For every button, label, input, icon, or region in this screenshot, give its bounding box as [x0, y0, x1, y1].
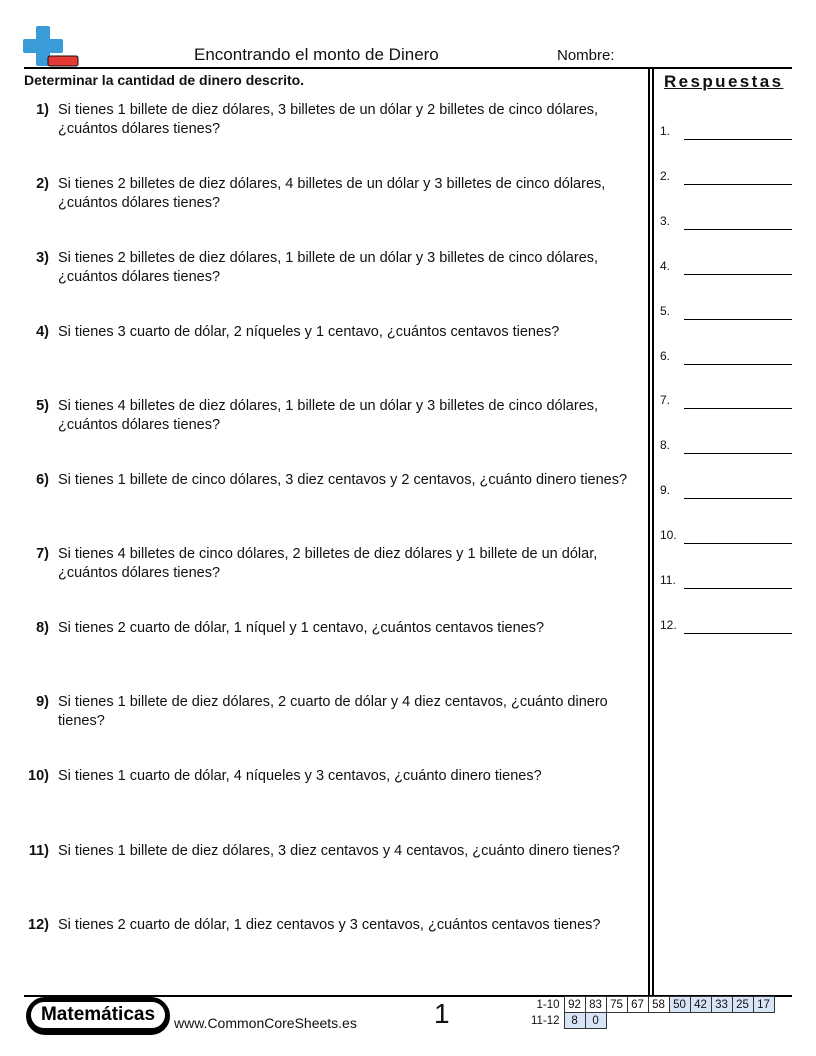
answer-row — [660, 300, 792, 320]
question-item — [20, 916, 630, 935]
score-row — [528, 1013, 774, 1029]
site-url: www.CommonCoreSheets.es — [174, 1015, 357, 1031]
column-divider — [652, 68, 654, 996]
score-row — [528, 997, 774, 1013]
question-text: Si tienes 4 billetes de cinco dólares, 2 billetes de diez dólares y 1 billete de un dólar, ¿cuántos dólares tienes? — [58, 546, 598, 581]
header-divider — [24, 67, 792, 69]
question-item — [20, 101, 630, 139]
answer-number: 1. — [660, 124, 671, 138]
column-divider — [648, 68, 650, 996]
score-cell: 83 — [585, 997, 606, 1013]
score-cell: 92 — [564, 997, 585, 1013]
page-number: 1 — [434, 998, 450, 1029]
answer-row — [660, 479, 792, 499]
answer-blank[interactable] — [684, 408, 792, 409]
question-item — [20, 767, 630, 786]
question-number: 12) — [28, 917, 49, 933]
score-cell: 67 — [627, 997, 648, 1013]
score-cell: 50 — [669, 997, 690, 1013]
answer-number: 8. — [660, 438, 671, 453]
question-text: Si tienes 1 billete de cinco dólares, 3 diez centavos y 2 centavos, ¿cuánto dinero tienes? — [58, 472, 628, 488]
question-text: Si tienes 2 billetes de diez dólares, 1 billete de un dólar y 3 billetes de cinco dólares, ¿cuántos dólares tienes? — [58, 250, 599, 285]
question-text: Si tienes 1 billete de diez dólares, 2 cuarto de dólar y 4 diez centavos, ¿cuánto dinero tienes? — [58, 694, 608, 729]
answer-blank[interactable] — [684, 229, 792, 230]
question-item — [20, 471, 630, 490]
question-number: 9) — [36, 694, 49, 710]
question-number: 11) — [28, 843, 49, 859]
answer-number: 7. — [660, 393, 671, 408]
question-item — [20, 693, 630, 731]
question-item — [20, 545, 630, 583]
question-item — [20, 323, 630, 342]
score-cell: 25 — [732, 997, 753, 1013]
question-text: Si tienes 1 cuarto de dólar, 4 níqueles y 3 centavos, ¿cuánto dinero tienes? — [58, 768, 542, 784]
score-cell: 33 — [711, 997, 732, 1013]
score-cell: 8 — [564, 1013, 585, 1029]
answer-row — [660, 614, 792, 634]
answer-number: 2. — [660, 168, 671, 183]
answer-blank[interactable] — [684, 498, 792, 499]
question-item — [20, 842, 630, 861]
answer-row — [660, 389, 792, 409]
answer-number: 12. — [660, 617, 677, 632]
score-cell: 58 — [648, 997, 669, 1013]
question-number: 7) — [36, 546, 49, 562]
answer-number: 3. — [660, 213, 671, 228]
answer-blank[interactable] — [684, 588, 792, 589]
answer-blank[interactable] — [684, 543, 792, 544]
question-number: 6) — [36, 472, 49, 488]
answer-row — [660, 524, 792, 544]
question-text: Si tienes 4 billetes de diez dólares, 1 billete de un dólar y 3 billetes de cinco dólares, ¿cuántos dólares tienes? — [58, 398, 599, 433]
score-range-label: 1-10 — [536, 998, 560, 1011]
answer-number: 9. — [660, 483, 671, 498]
instructions: Determinar la cantidad de dinero descrito. — [24, 72, 305, 88]
answer-row — [660, 210, 792, 230]
question-number: 8) — [36, 620, 49, 636]
answer-row — [660, 569, 792, 589]
score-cell: 17 — [753, 997, 774, 1013]
question-item — [20, 397, 630, 435]
math-logo-icon — [22, 24, 80, 68]
score-cell: 0 — [585, 1013, 606, 1029]
answer-row — [660, 345, 792, 365]
answer-row — [660, 255, 792, 275]
question-text: Si tienes 1 billete de diez dólares, 3 diez centavos y 4 centavos, ¿cuánto dinero tienes? — [58, 843, 620, 859]
question-number: 2) — [36, 176, 49, 192]
answer-number: 10. — [660, 528, 677, 543]
question-item — [20, 175, 630, 213]
name-label: Nombre: — [557, 47, 615, 64]
question-number: 4) — [36, 324, 49, 340]
answer-blank[interactable] — [684, 319, 792, 320]
question-text: Si tienes 1 billete de diez dólares, 3 billetes de un dólar y 2 billetes de cinco dólares, ¿cuántos dólares tienes? — [58, 102, 599, 137]
score-cell: 75 — [606, 997, 627, 1013]
answer-blank[interactable] — [684, 139, 792, 140]
page-title: Encontrando el monto de Dinero — [194, 45, 439, 64]
answer-row — [660, 120, 792, 140]
answer-blank[interactable] — [684, 364, 792, 365]
question-number: 5) — [36, 398, 49, 414]
score-table — [528, 996, 775, 1029]
answers-header: Respuestas — [664, 72, 784, 91]
question-number: 3) — [36, 250, 49, 266]
question-text: Si tienes 2 cuarto de dólar, 1 níquel y 1 centavo, ¿cuántos centavos tienes? — [58, 620, 545, 636]
answer-blank[interactable] — [684, 184, 792, 185]
question-number: 10) — [28, 768, 49, 784]
question-item — [20, 619, 630, 638]
question-text: Si tienes 2 billetes de diez dólares, 4 billetes de un dólar y 3 billetes de cinco dólares, ¿cuántos dólares tienes? — [58, 176, 606, 211]
score-cell: 42 — [690, 997, 711, 1013]
answer-number: 5. — [660, 303, 671, 318]
brand-label: Matemáticas — [31, 1002, 165, 1028]
answer-number: 4. — [660, 258, 671, 273]
question-text: Si tienes 3 cuarto de dólar, 2 níqueles y 1 centavo, ¿cuántos centavos tienes? — [58, 324, 560, 340]
score-range-label: 11-12 — [531, 1014, 560, 1027]
question-number: 1) — [36, 102, 49, 118]
question-text: Si tienes 2 cuarto de dólar, 1 diez centavos y 3 centavos, ¿cuántos centavos tienes? — [58, 917, 601, 933]
answer-blank[interactable] — [684, 633, 792, 634]
answer-blank[interactable] — [684, 453, 792, 454]
answer-number: 11. — [660, 573, 676, 587]
answer-row — [660, 434, 792, 454]
answer-blank[interactable] — [684, 274, 792, 275]
answer-number: 6. — [660, 348, 671, 363]
answer-row — [660, 165, 792, 185]
brand-logo — [26, 997, 170, 1035]
question-item — [20, 249, 630, 287]
